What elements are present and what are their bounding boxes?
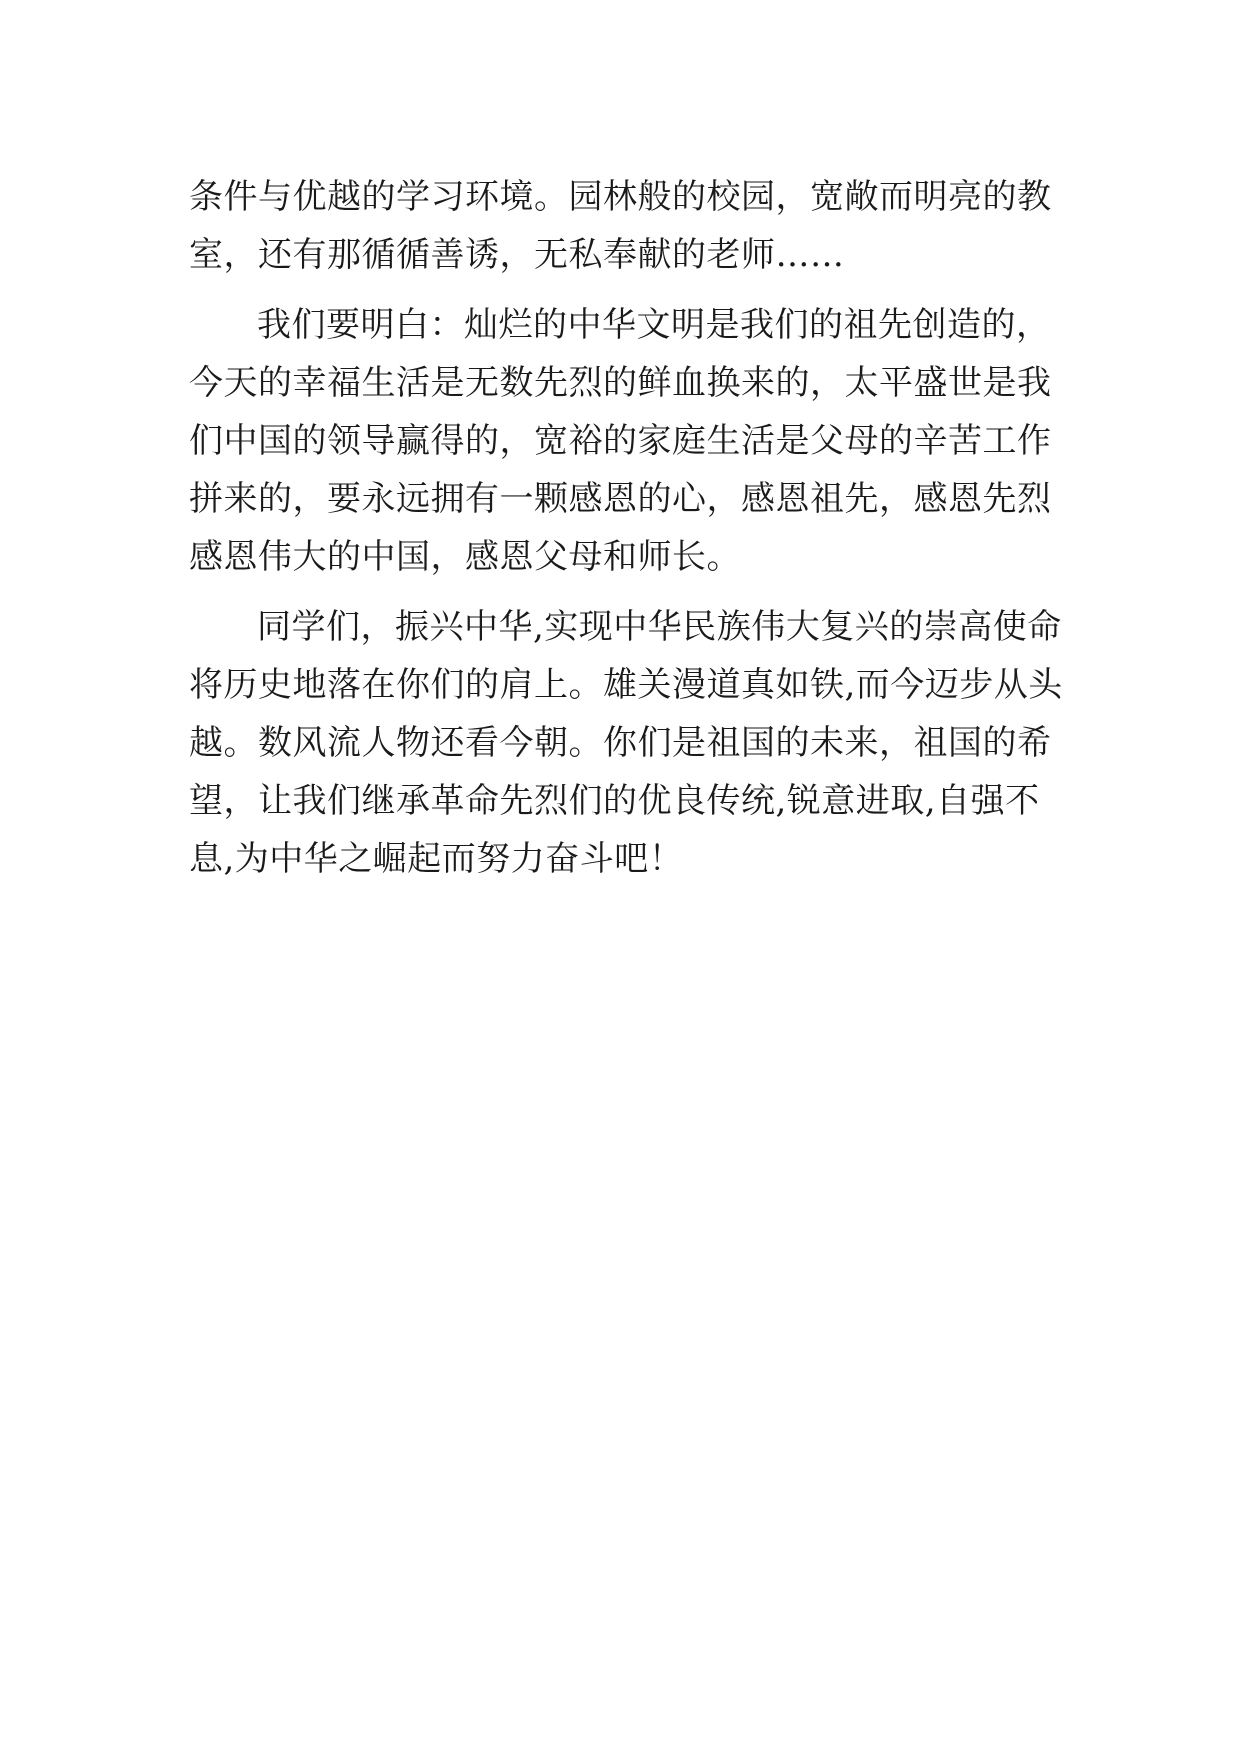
text-line: 感恩伟大的中国，感恩父母和师长。 — [189, 537, 741, 577]
paragraph-3 — [189, 598, 1063, 888]
paragraph-2 — [189, 296, 1051, 586]
text-line: 今天的幸福生活是无数先烈的鲜血换来的，太平盛世是我 — [189, 363, 1052, 403]
text-line: 越。数风流人物还看今朝。你们是祖国的未来，祖国的希 — [189, 723, 1052, 763]
text-line: 息,为中华之崛起而努力奋斗吧！ — [189, 839, 684, 879]
text-line: 拼来的，要永远拥有一颗感恩的心，感恩祖先，感恩先烈 — [189, 479, 1052, 519]
text-line: 们中国的领导赢得的，宽裕的家庭生活是父母的辛苦工作 — [189, 421, 1052, 461]
text-line: 室，还有那循循善诱，无私奉献的老师…… — [189, 235, 845, 275]
paragraph-1 — [189, 168, 1051, 284]
text-line: 将历史地落在你们的肩上。雄关漫道真如铁,而今迈步从头 — [189, 665, 1063, 705]
document-body — [189, 168, 1063, 888]
text-line: 条件与优越的学习环境。园林般的校园，宽敞而明亮的教 — [189, 177, 1052, 217]
text-line: 望，让我们继承革命先烈们的优良传统,锐意进取,自强不 — [189, 781, 1040, 821]
text-line: 我们要明白：灿烂的中华文明是我们的祖先创造的， — [257, 305, 1051, 345]
text-line: 同学们，振兴中华,实现中华民族伟大复兴的崇高使命 — [257, 607, 1062, 647]
